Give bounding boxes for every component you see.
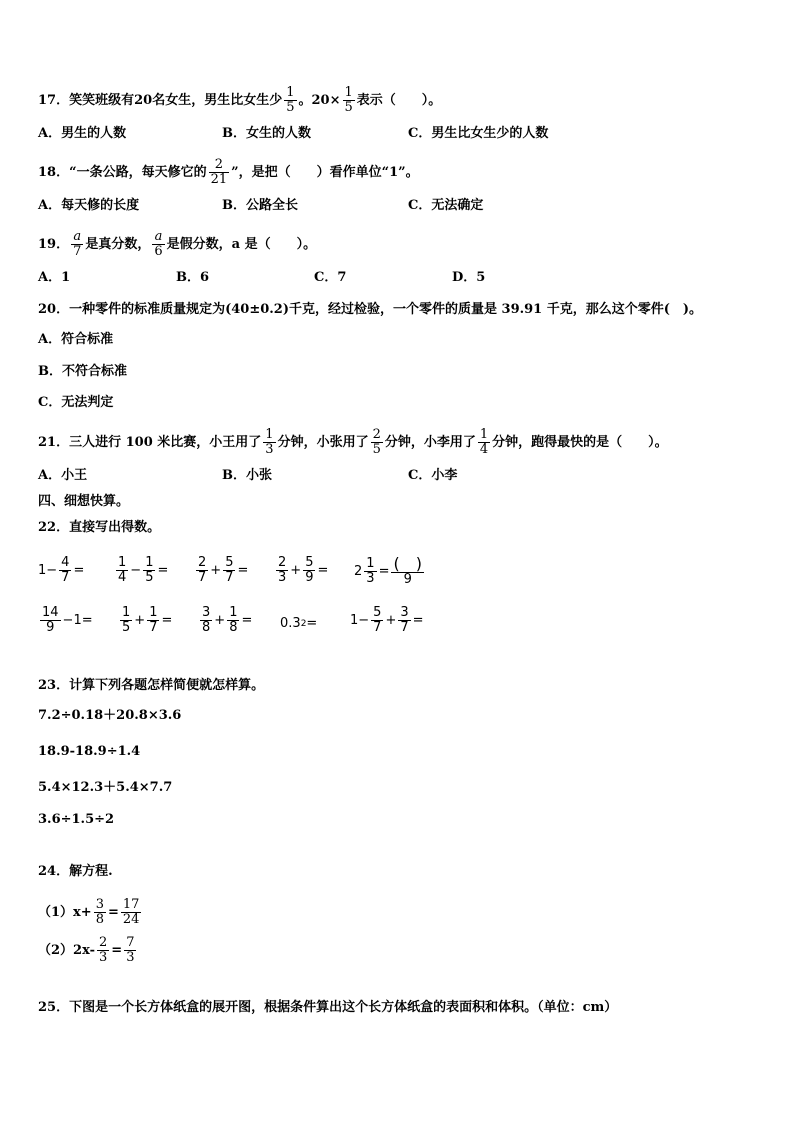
question-21: 21．三人进行 100 米比赛，小王用了 $\frac{1}{3}$ 分钟，小张用了 $\frac{2}{5}$ 分钟，小李用了 $\frac{1}{4}$ 分钟，跑得最快的是（ ）。 xyxy=(38,427,668,457)
option-c[interactable]: C．男生比女生少的人数 xyxy=(408,126,549,141)
option-a[interactable]: A．每天修的长度 xyxy=(38,198,140,213)
fraction: $\frac{a}{7}$ xyxy=(73,229,82,259)
calc-item: 7.2÷0.18＋20.8×3.6 xyxy=(38,708,182,723)
question-18: 18．“一条公路，每天修它的 $\frac{2}{21}$ ”，是把（ ）看作单位“1”。 xyxy=(38,157,419,187)
option-a[interactable]: A．1 xyxy=(38,270,71,285)
equation-1: （1）x+ $\frac{3}{8}$ = $\frac{17}{24}$ xyxy=(38,897,140,927)
question-22-title: 22．直接写出得数。 xyxy=(38,520,161,535)
fraction: $\frac{1}{3}$ xyxy=(265,427,274,457)
option-a[interactable]: A．符合标准 xyxy=(38,332,114,347)
expr-1: 1− $\frac{4}{7}$ = xyxy=(38,555,85,585)
question-23-title: 23．计算下列各题怎样简便就怎样算。 xyxy=(38,678,265,693)
option-b[interactable]: B．小张 xyxy=(222,468,272,483)
question-24-title: 24．解方程. xyxy=(38,864,113,879)
expr-4: $\frac{2}{3}$ + $\frac{5}{9}$ = xyxy=(278,555,329,585)
option-b[interactable]: B．不符合标准 xyxy=(38,364,127,379)
question-20: 20．一种零件的标准质量规定为(40±0.2)千克，经过检验，一个零件的质量是 39.91 千克，那么这个零件( )。 xyxy=(38,302,703,317)
expr-6: $\frac{14}{9}$ −1= xyxy=(42,605,93,635)
option-b[interactable]: B．女生的人数 xyxy=(222,126,311,141)
option-a[interactable]: A．小王 xyxy=(38,468,88,483)
question-19: 19． $\frac{a}{7}$ 是真分数， $\frac{a}{6}$ 是假分数，a 是（ ）。 xyxy=(38,229,317,259)
fraction: $\frac{1}{4}$ xyxy=(479,427,489,457)
expr-7: $\frac{1}{5}$ + $\frac{1}{7}$ = xyxy=(122,605,173,635)
option-d[interactable]: D．5 xyxy=(452,270,486,285)
option-c[interactable]: C．无法判定 xyxy=(38,395,114,410)
option-c[interactable]: C．无法确定 xyxy=(408,198,484,213)
section-heading: 四、细想快算。 xyxy=(38,494,130,509)
expr-8: $\frac{3}{8}$ + $\frac{1}{8}$ = xyxy=(202,605,253,635)
option-b[interactable]: B．6 xyxy=(176,270,210,285)
calc-item: 5.4×12.3＋5.4×7.7 xyxy=(38,780,173,795)
equation-2: （2）2x- $\frac{2}{3}$ = $\frac{7}{3}$ xyxy=(38,935,135,965)
question-25: 25．下图是一个长方体纸盒的展开图，根据条件算出这个长方体纸盒的表面积和体积。（单位：cm） xyxy=(38,1000,618,1015)
fraction: $\frac{1}{5}$ xyxy=(286,85,295,115)
expr-5: 2 $\frac{1}{3}$ = $\frac{( )}{9}$ xyxy=(354,554,422,587)
option-c[interactable]: C．小李 xyxy=(408,468,458,483)
expr-10: 1− $\frac{5}{7}$ + $\frac{3}{7}$ = xyxy=(350,605,424,635)
calc-item: 18.9-18.9÷1.4 xyxy=(38,744,141,759)
expr-9: 0.3 2 = xyxy=(280,616,318,631)
option-a[interactable]: A．男生的人数 xyxy=(38,126,127,141)
fraction: $\frac{2}{21}$ xyxy=(210,157,228,187)
calc-item: 3.6÷1.5÷2 xyxy=(38,812,115,827)
expr-2: $\frac{1}{4}$ − $\frac{1}{5}$ = xyxy=(118,555,169,585)
option-b[interactable]: B．公路全长 xyxy=(222,198,298,213)
fraction: $\frac{a}{6}$ xyxy=(154,229,163,259)
option-c[interactable]: C．7 xyxy=(314,270,347,285)
question-17: 17．笑笑班级有20名女生，男生比女生少 $\frac{1}{5}$ 。20× $\frac{1}{5}$ 表示（ ）。 xyxy=(38,85,442,115)
expr-3: $\frac{2}{7}$ + $\frac{5}{7}$ = xyxy=(198,555,249,585)
fraction: $\frac{2}{5}$ xyxy=(372,427,381,457)
fraction: $\frac{1}{5}$ xyxy=(344,85,353,115)
